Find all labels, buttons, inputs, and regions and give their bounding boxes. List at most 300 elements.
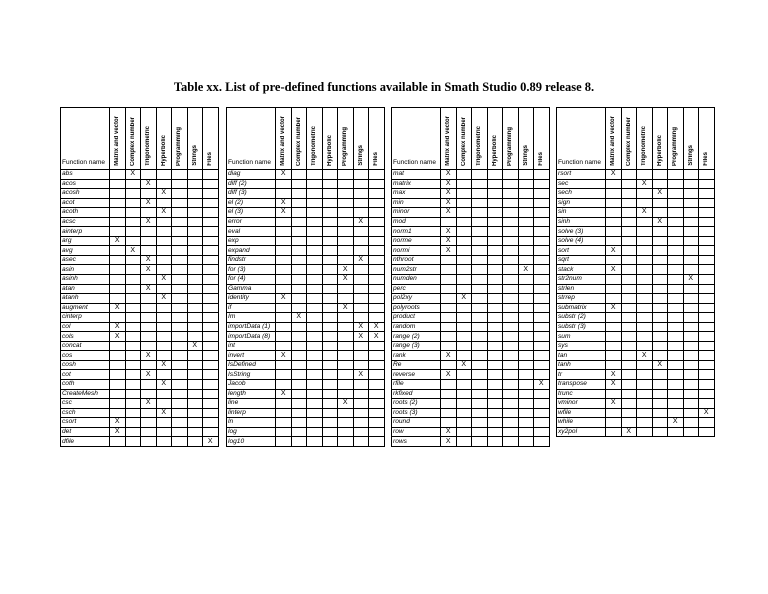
category-mark-cell [683,418,699,428]
category-mark-cell [187,360,203,370]
category-mark-cell [353,275,369,285]
function-name-cell: cinterp [61,313,110,323]
category-mark-cell [456,294,472,304]
function-name-cell: acoth [61,208,110,218]
category-mark-cell [456,189,472,199]
category-header-label: Matrix and vector [114,116,121,166]
category-mark-cell [141,208,157,218]
category-mark-cell [668,284,684,294]
x-mark: X [114,323,120,331]
category-mark-cell [203,246,219,256]
category-mark-cell [156,198,172,208]
category-mark-cell [652,179,668,189]
category-mark-cell [353,198,369,208]
function-name-cell: length [227,389,276,399]
category-mark-cell [141,294,157,304]
x-mark: X [342,399,348,407]
category-mark-cell [518,236,534,246]
table-row [392,427,550,437]
category-mark-cell [621,265,637,275]
category-mark-cell [291,170,307,180]
category-mark-cell [534,284,550,294]
function-name-cell: sort [557,246,606,256]
table-row [61,236,219,246]
category-mark-cell [353,303,369,313]
category-mark-cell [141,275,157,285]
category-mark-cell [683,322,699,332]
category-mark-cell [606,408,622,418]
category-mark-cell [637,389,653,399]
category-mark-cell [456,408,472,418]
table-row [392,284,550,294]
category-header-label: Trigonometric [641,125,648,166]
category-header-label: Programming [342,126,349,166]
category-mark-cell [369,380,385,390]
x-mark: X [657,361,663,369]
category-mark-cell [637,351,653,361]
category-mark-cell [322,370,338,380]
category-mark-cell [683,198,699,208]
function-name-cell: acsc [61,217,110,227]
category-mark-cell [441,399,457,409]
table-row [61,389,219,399]
category-mark-cell [369,303,385,313]
category-mark-cell [110,284,126,294]
table-row [61,380,219,390]
function-name-cell: norm1 [392,227,441,237]
category-mark-cell [621,255,637,265]
table-row [227,380,385,390]
table-row [557,284,715,294]
category-mark-cell [621,332,637,342]
table-row [227,389,385,399]
category-mark-cell [472,179,488,189]
category-mark-cell [534,227,550,237]
category-mark-cell [534,418,550,428]
category-mark-cell [156,360,172,370]
table-row [61,265,219,275]
category-mark-cell [291,284,307,294]
function-name-cell: invert [227,351,276,361]
category-mark-cell [141,189,157,199]
category-mark-cell [338,389,354,399]
category-mark-cell [456,246,472,256]
category-mark-cell [203,275,219,285]
category-mark-cell [683,370,699,380]
table-row [227,179,385,189]
table-row [61,408,219,418]
category-mark-cell [187,265,203,275]
category-mark-cell [353,418,369,428]
category-mark-cell [441,437,457,447]
category-mark-cell [621,294,637,304]
function-name-cell: minor [392,208,441,218]
header-row [392,108,550,170]
category-header-label: Trigonometric [145,125,152,166]
table-row [61,189,219,199]
function-table-3 [391,107,550,447]
category-mark-cell [683,236,699,246]
category-mark-cell [472,255,488,265]
table-row [557,322,715,332]
function-name-cell: substr (3) [557,322,606,332]
category-mark-cell [441,370,457,380]
category-mark-cell [518,341,534,351]
category-mark-cell [472,189,488,199]
category-mark-cell [322,275,338,285]
category-mark-cell [156,284,172,294]
category-mark-cell [353,313,369,323]
category-mark-cell [699,179,715,189]
table-row [557,303,715,313]
category-mark-cell [110,255,126,265]
category-mark-cell [369,408,385,418]
category-mark-cell [187,170,203,180]
category-mark-cell [276,313,292,323]
category-mark-cell [637,189,653,199]
category-mark-cell [172,189,188,199]
category-mark-cell [441,265,457,275]
x-mark: X [461,294,467,302]
category-mark-cell [125,303,141,313]
function-name-cell: tanh [557,360,606,370]
category-mark-cell [369,389,385,399]
x-mark: X [145,399,151,407]
category-mark-cell [637,275,653,285]
category-header [441,108,457,170]
category-mark-cell [276,332,292,342]
category-mark-cell [156,208,172,218]
category-mark-cell [322,389,338,399]
category-mark-cell [307,313,323,323]
category-mark-cell [621,313,637,323]
category-mark-cell [606,170,622,180]
category-mark-cell [369,427,385,437]
category-mark-cell [187,227,203,237]
category-mark-cell [141,303,157,313]
category-mark-cell [110,389,126,399]
category-mark-cell [683,255,699,265]
category-mark-cell [472,427,488,437]
function-name-cell: nthroot [392,255,441,265]
category-mark-cell [683,341,699,351]
category-mark-cell [291,179,307,189]
category-mark-cell [291,198,307,208]
category-mark-cell [156,294,172,304]
category-mark-cell [110,427,126,437]
category-mark-cell [652,284,668,294]
table-row [61,427,219,437]
category-mark-cell [472,313,488,323]
table-row [61,294,219,304]
category-mark-cell [369,275,385,285]
category-mark-cell [172,360,188,370]
category-mark-cell [276,265,292,275]
category-mark-cell [125,418,141,428]
category-mark-cell [503,341,519,351]
table-row [227,265,385,275]
category-mark-cell [307,418,323,428]
category-mark-cell [369,179,385,189]
category-mark-cell [291,380,307,390]
category-mark-cell [699,380,715,390]
category-header [110,108,126,170]
function-name-cell: concat [61,341,110,351]
category-mark-cell [606,198,622,208]
category-mark-cell [369,198,385,208]
category-mark-cell [338,408,354,418]
category-mark-cell [487,332,503,342]
category-mark-cell [652,265,668,275]
category-mark-cell [322,351,338,361]
category-header [338,108,354,170]
function-name-cell: cols [61,332,110,342]
x-mark: X [161,380,167,388]
category-mark-cell [456,275,472,285]
category-mark-cell [156,313,172,323]
category-header [156,108,172,170]
category-mark-cell [637,246,653,256]
table-row [227,418,385,428]
category-mark-cell [456,284,472,294]
category-header-label: Files [207,152,214,166]
header-row [227,108,385,170]
category-mark-cell [141,236,157,246]
category-header [125,108,141,170]
function-name-cell: Im [227,313,276,323]
category-mark-cell [441,303,457,313]
category-mark-cell [606,427,622,437]
category-mark-cell [487,189,503,199]
category-mark-cell [503,360,519,370]
table-row [61,275,219,285]
category-mark-cell [637,236,653,246]
category-mark-cell [172,332,188,342]
category-mark-cell [276,418,292,428]
category-mark-cell [487,198,503,208]
category-mark-cell [125,265,141,275]
category-mark-cell [203,217,219,227]
table-row [557,313,715,323]
category-mark-cell [141,341,157,351]
category-mark-cell [621,418,637,428]
x-mark: X [161,275,167,283]
category-mark-cell [203,341,219,351]
category-mark-cell [307,332,323,342]
category-mark-cell [110,408,126,418]
table-row [61,360,219,370]
x-mark: X [445,198,451,206]
category-header-label: Files [703,152,710,166]
table-row [557,370,715,380]
x-mark: X [610,265,616,273]
category-header-label: Files [538,152,545,166]
function-name-cell: cosh [61,360,110,370]
category-mark-cell [369,370,385,380]
category-mark-cell [518,370,534,380]
category-mark-cell [187,427,203,437]
category-mark-cell [683,275,699,285]
category-mark-cell [637,265,653,275]
category-mark-cell [276,227,292,237]
category-mark-cell [518,380,534,390]
category-mark-cell [141,380,157,390]
category-mark-cell [110,170,126,180]
category-header [534,108,550,170]
category-mark-cell [683,179,699,189]
category-mark-cell [203,198,219,208]
category-mark-cell [606,294,622,304]
category-mark-cell [487,427,503,437]
category-mark-cell [141,217,157,227]
category-mark-cell [276,255,292,265]
category-mark-cell [156,418,172,428]
category-mark-cell [606,322,622,332]
category-mark-cell [487,303,503,313]
category-mark-cell [487,322,503,332]
category-mark-cell [338,227,354,237]
category-mark-cell [487,408,503,418]
category-mark-cell [110,399,126,409]
category-mark-cell [322,236,338,246]
table-row [227,322,385,332]
category-mark-cell [125,255,141,265]
table-caption: Table xx. List of pre-defined functions available in Smath Studio 0.89 release 8. [173,80,595,94]
category-header-label: Hyperbolic [491,134,498,166]
category-mark-cell [203,427,219,437]
table-row [557,418,715,428]
category-mark-cell [172,389,188,399]
table-row [392,399,550,409]
category-mark-cell [276,284,292,294]
category-mark-cell [441,418,457,428]
category-mark-cell [534,332,550,342]
category-mark-cell [172,236,188,246]
category-mark-cell [668,265,684,275]
category-mark-cell [652,198,668,208]
function-name-cell: strrep [557,294,606,304]
category-header-label: Strings [687,145,694,166]
category-mark-cell [472,294,488,304]
category-mark-cell [141,332,157,342]
category-mark-cell [338,380,354,390]
category-mark-cell [652,208,668,218]
category-mark-cell [606,351,622,361]
x-mark: X [207,437,213,445]
x-mark: X [641,179,647,187]
category-mark-cell [307,322,323,332]
category-mark-cell [172,284,188,294]
function-name-cell: numden [392,275,441,285]
category-mark-cell [156,370,172,380]
category-mark-cell [322,418,338,428]
category-mark-cell [369,265,385,275]
category-mark-cell [606,341,622,351]
category-mark-cell [637,418,653,428]
category-mark-cell [503,389,519,399]
category-mark-cell [125,179,141,189]
category-mark-cell [621,408,637,418]
category-mark-cell [353,341,369,351]
category-mark-cell [637,255,653,265]
table-row [61,246,219,256]
category-mark-cell [503,265,519,275]
category-mark-cell [338,189,354,199]
category-mark-cell [307,265,323,275]
function-name-cell: vminor [557,399,606,409]
table-row [61,284,219,294]
category-mark-cell [441,198,457,208]
table-row [392,351,550,361]
category-mark-cell [503,380,519,390]
category-mark-cell [307,370,323,380]
table-row [61,418,219,428]
category-mark-cell [683,313,699,323]
category-mark-cell [338,313,354,323]
category-mark-cell [291,265,307,275]
category-mark-cell [203,284,219,294]
category-mark-cell [291,332,307,342]
function-name-cell: augment [61,303,110,313]
category-mark-cell [338,179,354,189]
category-mark-cell [652,418,668,428]
category-mark-cell [441,284,457,294]
category-mark-cell [472,351,488,361]
category-mark-cell [534,389,550,399]
category-mark-cell [322,198,338,208]
category-mark-cell [322,313,338,323]
category-mark-cell [487,418,503,428]
category-mark-cell [668,179,684,189]
category-mark-cell [172,437,188,447]
category-mark-cell [472,265,488,275]
table-row [61,255,219,265]
category-mark-cell [637,427,653,437]
category-mark-cell [203,322,219,332]
category-mark-cell [456,437,472,447]
category-mark-cell [637,341,653,351]
category-mark-cell [503,227,519,237]
table-row [227,370,385,380]
category-mark-cell [503,313,519,323]
x-mark: X [358,370,364,378]
category-header-label: Hyperbolic [656,134,663,166]
x-mark: X [161,408,167,416]
table-row [61,198,219,208]
category-mark-cell [353,322,369,332]
x-mark: X [445,237,451,245]
category-mark-cell [307,284,323,294]
category-header [606,108,622,170]
x-mark: X [342,275,348,283]
function-name-cell: line [227,399,276,409]
category-mark-cell [172,408,188,418]
category-mark-cell [456,198,472,208]
category-mark-cell [637,408,653,418]
category-mark-cell [307,275,323,285]
table-row [227,437,385,447]
category-mark-cell [472,227,488,237]
category-mark-cell [141,399,157,409]
category-mark-cell [338,360,354,370]
table-row [557,427,715,437]
category-mark-cell [621,303,637,313]
category-mark-cell [125,360,141,370]
category-mark-cell [487,246,503,256]
category-mark-cell [156,427,172,437]
category-mark-cell [441,380,457,390]
category-mark-cell [276,246,292,256]
